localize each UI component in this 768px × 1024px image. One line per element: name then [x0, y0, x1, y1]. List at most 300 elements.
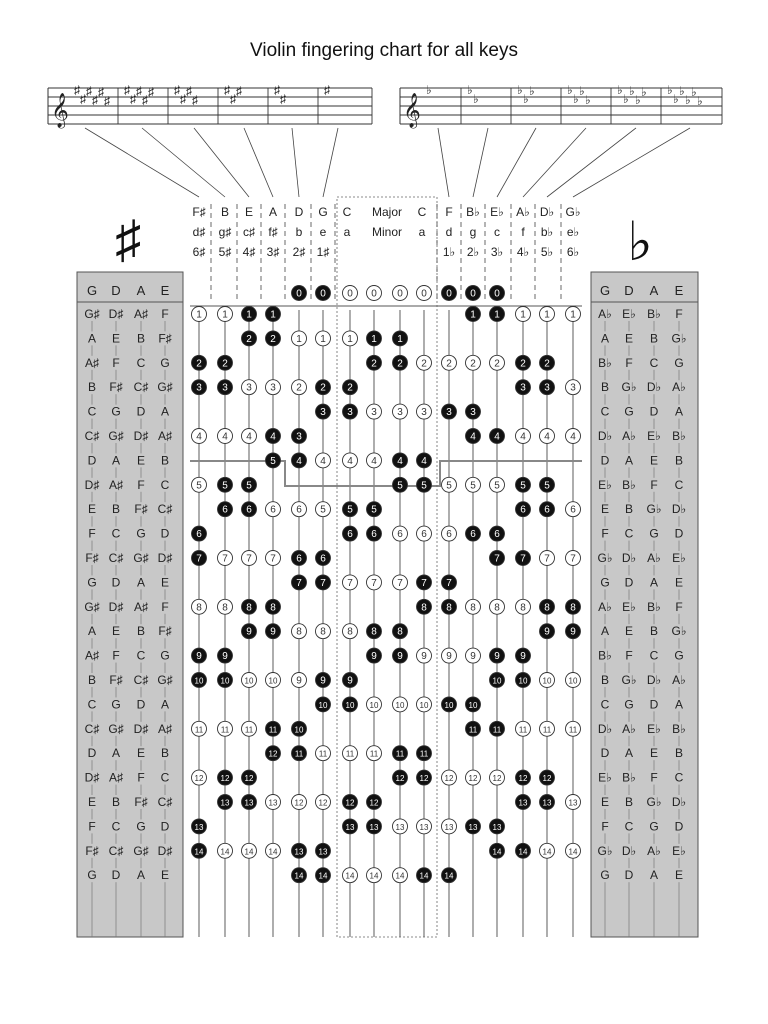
note-name-sharp: C — [136, 648, 146, 663]
key-major-label: G♭ — [565, 205, 581, 219]
finger-number: 8 — [347, 626, 353, 638]
note-name-sharp: A♯ — [84, 355, 100, 370]
key-major-label: G — [318, 205, 328, 219]
finger-number: 9 — [371, 651, 377, 663]
note-name-sharp: D♯ — [133, 429, 149, 443]
finger-number: 4 — [222, 431, 228, 443]
note-name-flat: E♭ — [598, 770, 612, 785]
finger-number: 8 — [270, 602, 276, 614]
key-minor-label: e — [319, 225, 327, 239]
flat-accidental-icon: ♭ — [635, 93, 641, 107]
flat-accidental-icon: ♭ — [579, 84, 585, 98]
note-name-sharp: G♯ — [157, 673, 173, 687]
note-name-sharp: C — [160, 477, 170, 492]
finger-number: 8 — [397, 626, 403, 638]
finger-number: 6 — [520, 504, 526, 516]
note-name-sharp: G — [87, 868, 97, 883]
finger-number: 5 — [520, 480, 526, 492]
sharp-accidental-icon: ♯ — [124, 83, 130, 97]
minor-label: Minor — [371, 225, 403, 239]
finger-number: 10 — [518, 676, 528, 686]
finger-marks — [192, 286, 581, 883]
finger-number: 3 — [470, 407, 476, 419]
finger-number: 6 — [270, 504, 276, 516]
key-signature-label: 2♯ — [292, 245, 306, 259]
note-name-sharp: A♯ — [108, 770, 124, 785]
finger-number: 11 — [369, 749, 379, 759]
finger-number: 14 — [419, 871, 429, 881]
key-major-label: F — [445, 205, 453, 219]
note-name-sharp: A — [136, 868, 146, 883]
note-name-sharp: C♯ — [157, 795, 173, 809]
finger-number: 9 — [544, 626, 550, 638]
note-name-sharp: D — [136, 697, 146, 712]
finger-number: 9 — [196, 651, 202, 663]
note-name-flat: G♭ — [671, 624, 687, 639]
note-name-flat: E♭ — [672, 551, 686, 565]
finger-number: 1 — [494, 309, 500, 321]
finger-number: 1 — [520, 309, 526, 321]
key-signature-label: 2♭ — [466, 245, 480, 259]
finger-number: 4 — [347, 455, 353, 467]
finger-number: 1 — [270, 309, 276, 321]
note-name-flat: E — [624, 624, 634, 639]
sharp-accidental-icon: ♯ — [92, 93, 98, 107]
connector-line — [497, 128, 536, 197]
note-name-flat: A♭ — [647, 843, 661, 858]
finger-number: 5 — [246, 480, 252, 492]
finger-number: 4 — [320, 455, 326, 467]
finger-number: 3 — [320, 407, 326, 419]
note-name-sharp: G♯ — [84, 307, 100, 321]
key-minor-label: g♯ — [218, 225, 232, 239]
note-name-flat: A — [674, 697, 684, 712]
flat-accidental-icon: ♭ — [567, 83, 573, 97]
note-name-sharp: G — [87, 575, 97, 590]
finger-number: 11 — [419, 749, 429, 759]
finger-number: 5 — [371, 504, 377, 516]
finger-number: 12 — [318, 798, 328, 808]
finger-number: 0 — [397, 288, 403, 300]
note-name-sharp: D♯ — [84, 770, 100, 785]
finger-number: 4 — [397, 455, 403, 467]
note-name-flat: G — [600, 868, 610, 883]
note-name-sharp: A♯ — [157, 721, 173, 736]
note-name-sharp: D♯ — [108, 599, 124, 614]
key-signature-label: 5♭ — [540, 245, 554, 259]
finger-number: 13 — [318, 847, 328, 857]
finger-number: 10 — [294, 725, 304, 735]
finger-number: 11 — [244, 725, 254, 735]
finger-number: 4 — [421, 455, 427, 467]
note-name-sharp: A♯ — [84, 648, 100, 663]
note-name-flat: E♭ — [647, 429, 661, 443]
finger-number: 4 — [470, 431, 476, 443]
finger-number: 11 — [345, 749, 355, 759]
sharp-accidental-icon: ♯ — [274, 83, 280, 97]
big-sharp-symbol: ♯ — [115, 211, 141, 269]
note-name-flat: B♭ — [647, 599, 661, 614]
finger-number: 5 — [270, 455, 276, 467]
finger-number: 9 — [320, 675, 326, 687]
note-name-flat: B — [674, 453, 684, 468]
finger-number: 6 — [544, 504, 550, 516]
note-name-flat: F — [650, 770, 658, 785]
finger-number: 7 — [270, 553, 276, 565]
finger-number: 5 — [320, 504, 326, 516]
key-signature-label: 1♭ — [442, 245, 456, 259]
key-minor-label: c — [494, 225, 500, 239]
finger-number: 6 — [446, 529, 452, 541]
finger-number: 9 — [570, 626, 576, 638]
finger-number: 4 — [196, 431, 202, 443]
finger-number: 9 — [470, 651, 476, 663]
finger-number: 9 — [446, 651, 452, 663]
finger-number: 6 — [397, 529, 403, 541]
finger-number: 12 — [395, 774, 405, 784]
note-name-flat: F — [675, 307, 683, 321]
note-name-sharp: G♯ — [84, 599, 100, 614]
finger-number: 8 — [296, 626, 302, 638]
finger-number: 1 — [296, 333, 302, 345]
note-name-flat: G — [674, 648, 684, 663]
string-header-sharp: E — [160, 283, 170, 298]
key-minor-label: b — [295, 225, 303, 239]
finger-number: 5 — [222, 480, 228, 492]
finger-number: 13 — [395, 822, 405, 832]
note-name-sharp: C — [160, 770, 170, 785]
finger-number: 10 — [568, 676, 578, 686]
note-name-sharp: A♯ — [133, 307, 149, 321]
note-name-sharp: G♯ — [108, 429, 124, 443]
note-name-flat: C — [600, 697, 610, 712]
note-name-flat: F — [650, 477, 658, 492]
note-name-sharp: F♯ — [158, 331, 172, 346]
finger-number: 11 — [220, 725, 230, 735]
finger-number: 6 — [494, 529, 500, 541]
flat-accidental-icon: ♭ — [467, 83, 473, 97]
finger-number: 9 — [246, 626, 252, 638]
note-name-flat: B♭ — [622, 477, 636, 492]
note-name-sharp: A — [111, 746, 121, 761]
treble-clef-icon: 𝄞 — [51, 94, 69, 127]
staff-connector-lines — [85, 128, 690, 197]
note-name-sharp: C♯ — [84, 429, 100, 443]
note-name-flat: A♭ — [598, 599, 612, 614]
sharp-accidental-icon: ♯ — [180, 92, 186, 106]
connector-line — [85, 128, 199, 197]
key-signature-label: 6♯ — [192, 245, 206, 259]
note-name-flat: A — [649, 868, 659, 883]
note-name-sharp: G♯ — [133, 551, 149, 565]
note-name-sharp: C♯ — [84, 721, 100, 736]
finger-number: 8 — [470, 602, 476, 614]
key-signature-label: 4♭ — [516, 245, 530, 259]
note-name-flat: F — [625, 648, 633, 663]
note-name-flat: B♭ — [647, 307, 661, 321]
page-title: Violin fingering chart for all keys — [250, 40, 518, 61]
finger-number: 14 — [369, 871, 379, 881]
key-major-label: A — [268, 205, 278, 219]
a-minor-right: a — [418, 225, 426, 239]
finger-number: 3 — [397, 407, 403, 419]
note-name-flat: D — [624, 575, 634, 590]
note-name-sharp: E — [160, 575, 170, 590]
note-name-sharp: F♯ — [85, 843, 99, 858]
note-name-flat: A — [600, 331, 610, 346]
finger-number: 2 — [196, 358, 202, 370]
finger-number: 13 — [468, 822, 478, 832]
sharp-accidental-icon: ♯ — [224, 83, 230, 97]
note-name-flat: A — [674, 404, 684, 419]
sharp-accidental-icon: ♯ — [80, 92, 86, 106]
finger-number: 2 — [222, 358, 228, 370]
sharp-accidental-icon: ♯ — [86, 84, 92, 98]
finger-number: 2 — [371, 358, 377, 370]
note-name-sharp: A — [160, 697, 170, 712]
finger-number: 5 — [494, 480, 500, 492]
note-name-flat: C — [674, 770, 684, 785]
sharp-accidental-icon: ♯ — [186, 84, 192, 98]
note-name-flat: B — [649, 331, 659, 346]
finger-number: 6 — [296, 504, 302, 516]
finger-number: 0 — [446, 288, 452, 300]
note-name-flat: G♭ — [621, 380, 637, 395]
note-name-flat: E — [624, 331, 634, 346]
note-name-flat: B — [624, 795, 634, 809]
finger-number: 12 — [419, 774, 429, 784]
note-name-flat: D♭ — [671, 502, 687, 517]
note-name-sharp: F — [112, 355, 120, 370]
note-name-sharp: C♯ — [108, 843, 124, 858]
note-name-flat: E — [600, 502, 610, 517]
sharp-accidental-icon: ♯ — [142, 93, 148, 107]
finger-number: 12 — [542, 774, 552, 784]
note-name-flat: A — [600, 624, 610, 639]
finger-number: 5 — [196, 480, 202, 492]
finger-number: 12 — [492, 774, 502, 784]
finger-number: 4 — [570, 431, 576, 443]
finger-number: 8 — [494, 602, 500, 614]
connector-line — [573, 128, 690, 197]
finger-number: 8 — [544, 602, 550, 614]
finger-number: 7 — [520, 553, 526, 565]
note-name-sharp: F — [88, 819, 96, 834]
finger-number: 6 — [222, 504, 228, 516]
finger-number: 7 — [196, 553, 202, 565]
note-name-flat: C — [624, 526, 634, 541]
finger-number: 14 — [395, 871, 405, 881]
finger-number: 0 — [371, 288, 377, 300]
finger-number: 10 — [194, 676, 204, 686]
note-name-flat: A♭ — [647, 551, 661, 565]
note-name-flat: D♭ — [646, 380, 662, 395]
connector-line — [244, 128, 273, 197]
flat-accidental-icon: ♭ — [679, 84, 685, 98]
big-flat-symbol: ♭ — [627, 212, 653, 272]
finger-number: 13 — [268, 798, 278, 808]
note-name-sharp: C — [87, 697, 97, 712]
finger-number: 13 — [419, 822, 429, 832]
note-name-flat: D — [649, 404, 659, 419]
connector-line — [142, 128, 225, 197]
finger-number: 8 — [196, 602, 202, 614]
note-name-sharp: B — [136, 331, 146, 346]
note-name-sharp: G♯ — [157, 380, 173, 395]
finger-number: 12 — [268, 749, 278, 759]
sharp-accidental-icon: ♯ — [130, 92, 136, 106]
key-major-label: B♭ — [466, 205, 480, 219]
finger-number: 13 — [492, 822, 502, 832]
note-name-flat: B♭ — [598, 648, 612, 663]
flat-accidental-icon: ♭ — [617, 83, 623, 97]
note-name-flat: G — [674, 355, 684, 370]
note-name-flat: E — [674, 868, 684, 883]
finger-number: 2 — [544, 358, 550, 370]
finger-number: 0 — [421, 288, 427, 300]
finger-number: 10 — [318, 700, 328, 710]
finger-number: 10 — [244, 676, 254, 686]
note-name-sharp: D♯ — [108, 307, 124, 321]
note-name-sharp: G — [111, 697, 121, 712]
note-name-flat: G♭ — [621, 673, 637, 687]
note-name-flat: G — [649, 819, 659, 834]
finger-number: 4 — [371, 455, 377, 467]
finger-number: 11 — [542, 725, 552, 735]
note-name-flat: G — [649, 526, 659, 541]
note-name-flat: G♭ — [671, 331, 687, 346]
note-name-sharp: A♯ — [133, 599, 149, 614]
key-major-label: A♭ — [516, 205, 530, 219]
finger-number: 7 — [494, 553, 500, 565]
finger-number: 0 — [470, 288, 476, 300]
finger-number: 8 — [446, 602, 452, 614]
sharp-accidental-icon: ♯ — [280, 92, 286, 106]
note-name-sharp: D — [111, 868, 121, 883]
finger-number: 9 — [397, 651, 403, 663]
finger-number: 14 — [568, 847, 578, 857]
note-name-flat: F — [601, 526, 609, 541]
finger-number: 14 — [542, 847, 552, 857]
note-name-sharp: D — [160, 819, 170, 834]
key-signature-label: 3♭ — [490, 245, 504, 259]
finger-number: 13 — [220, 798, 230, 808]
finger-number: 11 — [194, 725, 204, 735]
sharp-accidental-icon: ♯ — [324, 83, 330, 97]
finger-number: 5 — [446, 480, 452, 492]
finger-number: 10 — [542, 676, 552, 686]
finger-number: 10 — [369, 700, 379, 710]
major-label: Major — [371, 205, 403, 219]
finger-number: 11 — [568, 725, 578, 735]
note-name-sharp: B — [111, 795, 121, 809]
connector-line — [292, 128, 299, 197]
finger-number: 4 — [270, 431, 276, 443]
note-name-sharp: G — [160, 355, 170, 370]
finger-number: 3 — [222, 382, 228, 394]
string-header-flat: E — [674, 283, 684, 298]
finger-number: 1 — [570, 309, 576, 321]
finger-number: 2 — [446, 358, 452, 370]
finger-number: 9 — [222, 651, 228, 663]
note-name-sharp: D — [160, 526, 170, 541]
finger-number: 10 — [492, 676, 502, 686]
string-header-sharp: A — [136, 283, 146, 298]
note-name-sharp: D — [87, 453, 97, 468]
note-name-sharp: A♯ — [157, 429, 173, 443]
finger-number: 7 — [421, 577, 427, 589]
key-major-label: E♭ — [490, 205, 504, 219]
finger-number: 9 — [520, 651, 526, 663]
note-name-flat: G — [624, 404, 634, 419]
note-name-flat: E♭ — [598, 477, 612, 492]
finger-number: 5 — [544, 480, 550, 492]
a-minor-left: a — [343, 225, 351, 239]
finger-number: 12 — [518, 774, 528, 784]
finger-number: 5 — [347, 504, 353, 516]
finger-number: 6 — [320, 553, 326, 565]
note-name-flat: C — [649, 648, 659, 663]
connector-line — [323, 128, 338, 197]
sharp-accidental-icon: ♯ — [192, 93, 198, 107]
key-minor-label: g — [469, 225, 477, 239]
finger-number: 2 — [421, 358, 427, 370]
finger-number: 7 — [347, 577, 353, 589]
finger-number: 14 — [220, 847, 230, 857]
finger-number: 3 — [296, 431, 302, 443]
finger-number: 13 — [444, 822, 454, 832]
sharp-accidental-icon: ♯ — [98, 85, 104, 99]
finger-number: 7 — [544, 553, 550, 565]
note-name-flat: F — [625, 355, 633, 370]
finger-number: 1 — [470, 309, 476, 321]
connector-line — [473, 128, 488, 197]
note-name-sharp: D — [87, 746, 97, 761]
note-name-flat: D — [624, 868, 634, 883]
finger-number: 3 — [246, 382, 252, 394]
note-name-sharp: B — [136, 624, 146, 639]
note-name-flat: B♭ — [622, 770, 636, 785]
note-name-flat: D — [600, 453, 610, 468]
note-name-flat: A♭ — [672, 673, 686, 687]
string-header-sharp: D — [111, 283, 121, 298]
treble-clef-icon: 𝄞 — [403, 94, 421, 127]
note-name-flat: E♭ — [647, 721, 661, 736]
finger-number: 13 — [294, 847, 304, 857]
note-name-sharp: A — [136, 575, 146, 590]
flat-accidental-icon: ♭ — [529, 84, 535, 98]
finger-number: 6 — [296, 553, 302, 565]
finger-number: 14 — [492, 847, 502, 857]
note-name-sharp: A — [111, 453, 121, 468]
note-name-flat: G♭ — [597, 843, 613, 858]
finger-number: 11 — [268, 725, 278, 735]
note-name-flat: E♭ — [672, 843, 686, 858]
finger-number: 6 — [570, 504, 576, 516]
flat-accidental-icon: ♭ — [426, 83, 432, 97]
flat-accidental-icon: ♭ — [697, 94, 703, 108]
finger-number: 5 — [421, 480, 427, 492]
finger-number: 13 — [345, 822, 355, 832]
note-name-sharp: B — [111, 502, 121, 517]
note-name-flat: G — [600, 575, 610, 590]
note-name-flat: A — [624, 453, 634, 468]
note-name-sharp: B — [87, 380, 97, 395]
finger-number: 12 — [294, 798, 304, 808]
finger-number: 0 — [347, 288, 353, 300]
note-name-flat: B — [600, 380, 610, 395]
note-name-flat: A — [649, 575, 659, 590]
